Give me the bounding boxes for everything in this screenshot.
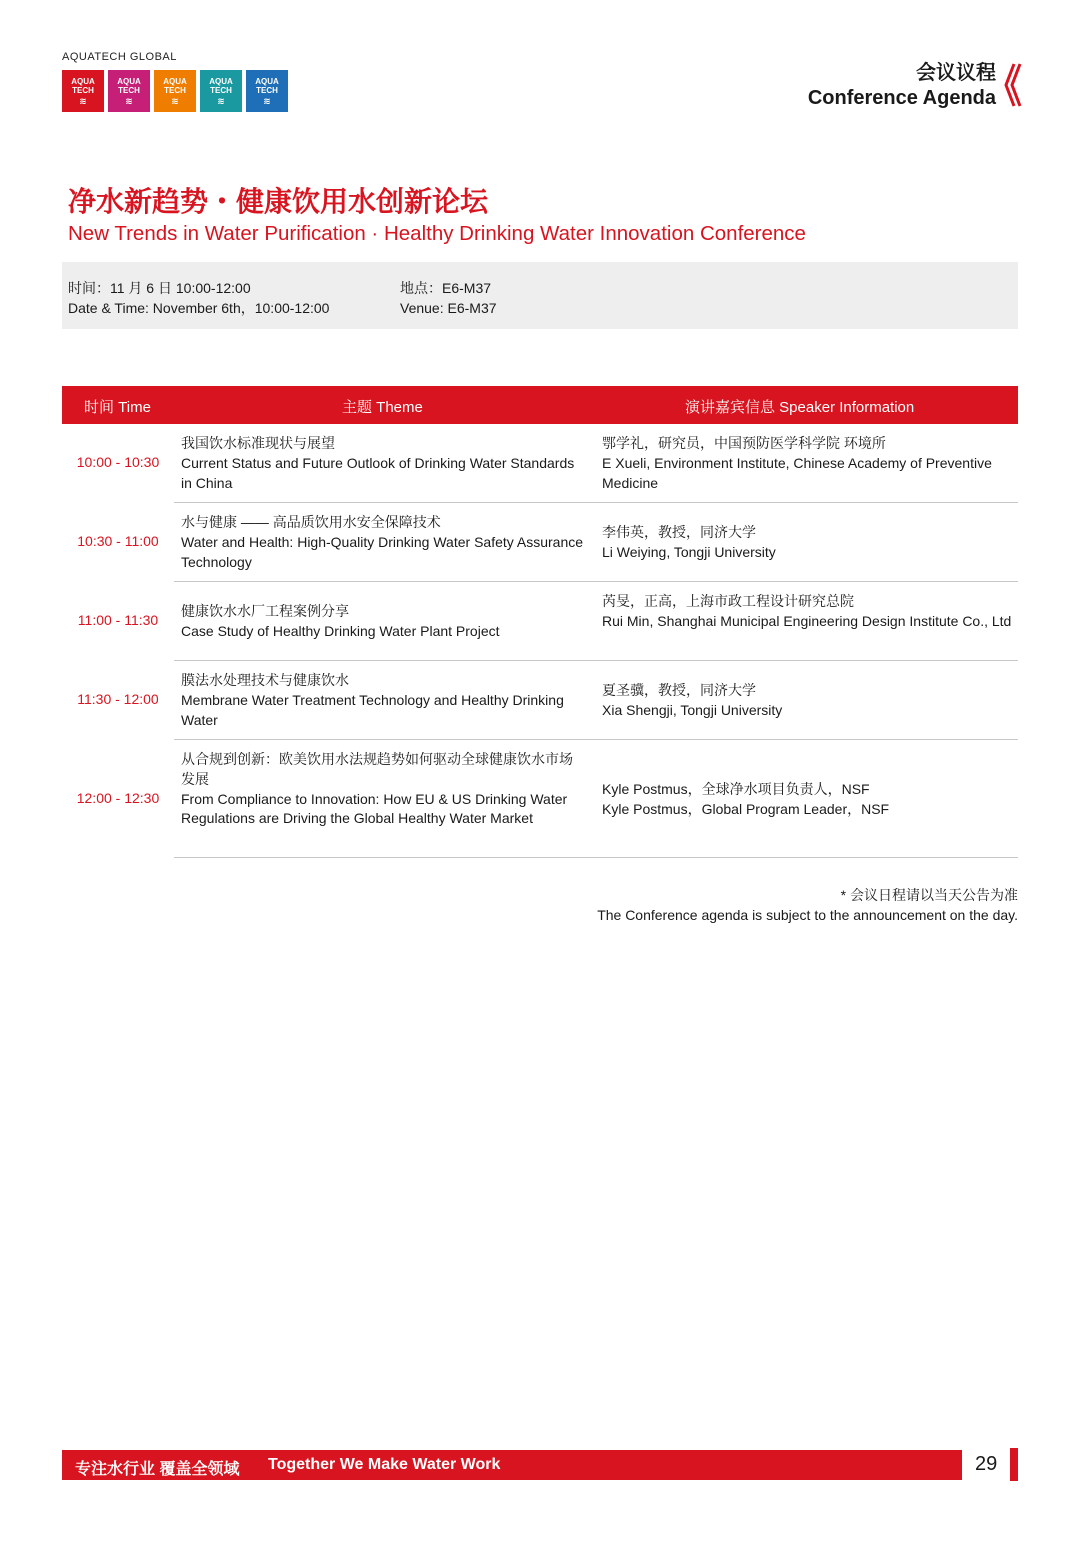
aquatech-logo — [108, 70, 150, 112]
footer-slogan-en: Together We Make Water Work — [268, 1456, 501, 1473]
row-time: 10:30 - 11:00 — [77, 533, 159, 549]
table-row — [62, 424, 1018, 503]
venue-info — [400, 278, 497, 318]
header-time: 时间 Time — [84, 399, 151, 416]
speaker-cn: Kyle Postmus，全球净水项目负责人，NSF — [602, 781, 870, 797]
speaker-cn: 夏圣骥，教授，同济大学 — [602, 682, 756, 698]
row-speaker — [602, 523, 1012, 563]
venue-en: Venue: E6-M37 — [400, 300, 497, 316]
theme-cn: 健康饮水水厂工程案例分享 — [181, 603, 349, 619]
logo-text: AQUA TECH — [71, 77, 95, 95]
aquatech-logo — [62, 70, 104, 112]
header-theme: 主题 Theme — [342, 399, 423, 416]
page-header — [808, 60, 996, 110]
row-theme — [181, 750, 586, 829]
wave-icon: ≋ — [171, 96, 179, 106]
theme-en: From Compliance to Innovation: How EU & US Drinking Water Regulations are Driving the Global Healthy Water Market — [181, 790, 568, 827]
header-speaker: 演讲嘉宾信息 Speaker Information — [685, 399, 915, 416]
conference-title-en: New Trends in Water Purification · Healthy Drinking Water Innovation Conference — [68, 222, 806, 245]
row-time: 10:00 - 10:30 — [76, 454, 160, 470]
info-box — [62, 262, 1018, 329]
agenda-table-header — [62, 386, 1018, 424]
speaker-en: Xia Shengji, Tongji University — [602, 701, 783, 718]
speaker-cn: 李伟英，教授，同济大学 — [602, 524, 756, 540]
brand-logos — [62, 70, 288, 112]
logo-text: AQUA TECH — [209, 77, 233, 95]
row-theme — [181, 513, 586, 572]
brand-name: AQUATECH GLOBAL — [62, 51, 177, 63]
logo-text: AQUA TECH — [255, 77, 279, 95]
venue-cn: 地点：E6-M37 — [400, 280, 492, 296]
theme-en: Case Study of Healthy Drinking Water Plant Project — [181, 622, 500, 639]
theme-en: Water and Health: High-Quality Drinking Water Safety Assurance Technology — [181, 533, 584, 570]
row-divider — [174, 857, 1018, 858]
wave-icon: ≋ — [217, 96, 225, 106]
theme-cn: 膜法水处理技术与健康饮水 — [181, 672, 349, 688]
speaker-cn: 芮旻，正高，上海市政工程设计研究总院 — [602, 593, 854, 609]
logo-text: AQUA TECH — [163, 77, 187, 95]
table-row — [62, 740, 1018, 858]
agenda-note — [597, 885, 1018, 925]
row-theme — [181, 434, 586, 493]
wave-icon: ≋ — [79, 96, 87, 106]
speaker-en: Kyle Postmus，Global Program Leader，NSF — [602, 800, 890, 817]
logo-text: AQUA TECH — [117, 77, 141, 95]
row-theme — [181, 671, 586, 730]
theme-cn: 水与健康 —— 高品质饮用水安全保障技术 — [181, 514, 441, 530]
header-title-cn: 会议议程 — [916, 62, 996, 84]
row-theme — [181, 602, 586, 642]
aquatech-logo — [246, 70, 288, 112]
header-title-en: Conference Agenda — [807, 87, 996, 109]
aquatech-logo — [200, 70, 242, 112]
theme-cn: 从合规到创新：欧美饮用水法规趋势如何驱动全球健康饮水市场发展 — [181, 751, 573, 787]
speaker-en: Rui Min, Shanghai Municipal Engineering Design Institute Co., Ltd — [602, 612, 1012, 629]
table-row — [62, 503, 1018, 582]
conference-title-cn: 净水新趋势・健康饮用水创新论坛 — [68, 186, 489, 217]
row-speaker — [602, 681, 1012, 721]
theme-en: Current Status and Future Outlook of Drinking Water Standards in China — [181, 454, 575, 491]
row-time: 12:00 - 12:30 — [76, 790, 160, 806]
note-en: The Conference agenda is subject to the announcement on the day. — [597, 907, 1018, 923]
wave-icon: ≋ — [263, 96, 271, 106]
datetime-info — [68, 278, 329, 318]
aquatech-logo — [154, 70, 196, 112]
page-number: 29 — [975, 1453, 998, 1475]
row-time: 11:00 - 11:30 — [77, 612, 159, 628]
row-time: 11:30 - 12:00 — [77, 691, 159, 707]
footer-slogan-cn: 专注水行业 覆盖全领域 — [75, 1461, 240, 1478]
time-cn: 时间：11 月 6 日 10:00-12:00 — [68, 280, 251, 296]
table-row — [62, 582, 1018, 661]
chevron-mark-icon — [1002, 62, 1022, 108]
page-number-bar — [1010, 1448, 1018, 1481]
row-speaker — [602, 780, 1012, 820]
speaker-cn: 鄂学礼，研究员，中国预防医学科学院 环境所 — [602, 435, 886, 451]
note-cn: * 会议日程请以当天公告为准 — [840, 887, 1018, 903]
row-speaker — [602, 434, 1012, 493]
theme-cn: 我国饮水标准现状与展望 — [181, 435, 335, 451]
speaker-en: Li Weiying, Tongji University — [602, 543, 776, 560]
footer-bar — [62, 1450, 962, 1480]
speaker-en: E Xueli, Environment Institute, Chinese Academy of Preventive Medicine — [602, 454, 992, 491]
theme-en: Membrane Water Treatment Technology and Healthy Drinking Water — [181, 691, 564, 728]
table-row — [62, 661, 1018, 740]
wave-icon: ≋ — [125, 96, 133, 106]
row-speaker — [602, 592, 1012, 632]
time-en: Date & Time: November 6th，10:00-12:00 — [68, 300, 330, 316]
